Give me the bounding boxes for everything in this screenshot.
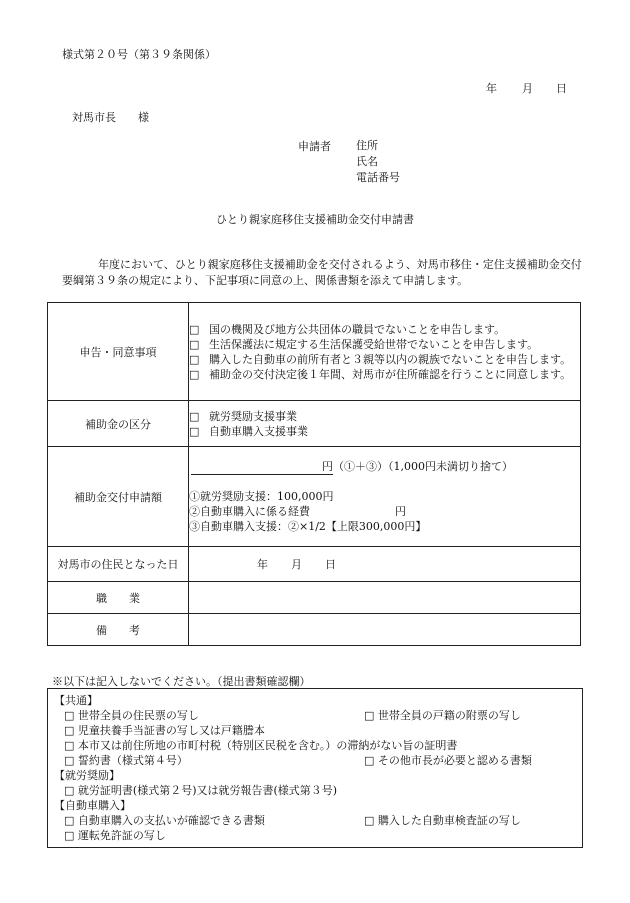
declaration-item[interactable]: □ 生活保護法に規定する生活保護受給世帯でないことを申告します。 [189, 337, 539, 351]
check-item[interactable]: □ 世帯全員の戸籍の附票の写し [364, 709, 521, 722]
addressee: 対馬市長 様 [72, 111, 149, 124]
document-title: ひとり親家庭移住支援補助金交付申請書 [216, 213, 414, 226]
row-occupation [48, 582, 581, 614]
office-use-note: ※以下は記入しないでください。（提出書類確認欄） [52, 675, 311, 688]
check-item[interactable]: □ 児童扶養手当証書の写し又は戸籍謄本 [64, 724, 265, 737]
calc-line-1: ①就労奨励支援：100,000円 [189, 490, 334, 503]
checkbox[interactable]: □ [189, 337, 200, 351]
row-remarks [48, 614, 581, 646]
applicant-name: 氏名 [356, 155, 378, 168]
amount-formula: （①＋③）（1,000円未満切り捨て） [333, 460, 513, 473]
declarations-content [189, 303, 581, 401]
check-item[interactable]: □ 就労証明書(様式第２号)又は就労報告書(様式第３号) [64, 784, 338, 797]
amount-label: 補助金交付申請額 [48, 447, 189, 547]
checkbox[interactable]: □ [189, 322, 200, 336]
category-label: 補助金の区分 [48, 401, 189, 447]
check-item[interactable]: □ 運転免許証の写し [64, 829, 166, 842]
application-table [47, 302, 581, 646]
residence-date-label: 対馬市の住民となった日 [48, 547, 189, 582]
common-header: 【共通】 [54, 694, 98, 707]
row-amount [48, 447, 581, 547]
intro-paragraph: 年度において、ひとり親家庭移住支援補助金を交付されるよう、対馬市移住・定住支援補助金交付要綱第３９条の規定により、下記事項に同意の上、関係書類を添えて申請します。 [62, 258, 582, 287]
occupation-label: 職 業 [48, 582, 189, 614]
car-header: 【自動車購入】 [54, 799, 131, 812]
applicant-phone: 電話番号 [356, 171, 400, 184]
row-category [48, 401, 581, 447]
employment-header: 【就労奨励】 [54, 769, 120, 782]
row-residence-date [48, 547, 581, 582]
check-item[interactable]: □ その他市長が必要と認める書類 [364, 754, 532, 767]
calc-line-2: ②自動車購入に係る経費 円 [189, 505, 406, 518]
date-month: 月 [522, 82, 533, 95]
row-declarations [48, 303, 581, 401]
declaration-item[interactable]: □ 購入した自動車の前所有者と３親等以内の親族でないことを申告します。 [189, 352, 572, 366]
date-line [486, 80, 567, 96]
check-item[interactable]: □ 本市又は前住所地の市町村税（特別区民税を含む。）の滞納がない旨の証明書 [64, 739, 458, 752]
residence-date-field[interactable]: 年 月 日 [189, 547, 581, 582]
check-item[interactable]: □ 自動車購入の支払いが確認できる書類 [64, 814, 265, 827]
document-check-box [47, 688, 583, 848]
remarks-label: 備 考 [48, 614, 189, 646]
category-item[interactable]: □ 自動車購入支援事業 [189, 424, 308, 438]
checkbox[interactable]: □ [189, 352, 200, 366]
calc-line-3: ③自動車購入支援：②×1/2【上限300,000円】 [189, 520, 427, 533]
applicant-label: 申請者 [298, 140, 331, 153]
category-content [189, 401, 581, 447]
check-item[interactable]: □ 世帯全員の住民票の写し [64, 709, 199, 722]
amount-content [189, 447, 581, 547]
occupation-field[interactable] [189, 582, 581, 614]
applicant-block [298, 138, 400, 186]
remarks-field[interactable] [189, 614, 581, 646]
checkbox[interactable]: □ [189, 409, 200, 423]
checkbox[interactable]: □ [189, 367, 200, 381]
form-number: 様式第２０号（第３９条関係） [62, 48, 216, 61]
checkbox[interactable]: □ [189, 424, 200, 438]
applicant-address: 住所 [356, 139, 378, 152]
declaration-item[interactable]: □ 国の機関及び地方公共団体の職員でないことを申告します。 [189, 322, 506, 336]
date-day: 日 [556, 82, 567, 95]
amount-input[interactable]: 円 [191, 459, 333, 475]
car-cost-yen[interactable]: 円 [395, 505, 406, 518]
check-item[interactable]: □ 誓約書（様式第４号） [64, 754, 188, 767]
category-item[interactable]: □ 就労奨励支援事業 [189, 409, 297, 423]
declarations-label: 申告・同意事項 [48, 303, 189, 401]
declaration-item[interactable]: □ 補助金の交付決定後１年間、対馬市が住所確認を行うことに同意します。 [189, 367, 572, 381]
check-item[interactable]: □ 購入した自動車検査証の写し [364, 814, 521, 827]
date-year: 年 [486, 82, 497, 95]
